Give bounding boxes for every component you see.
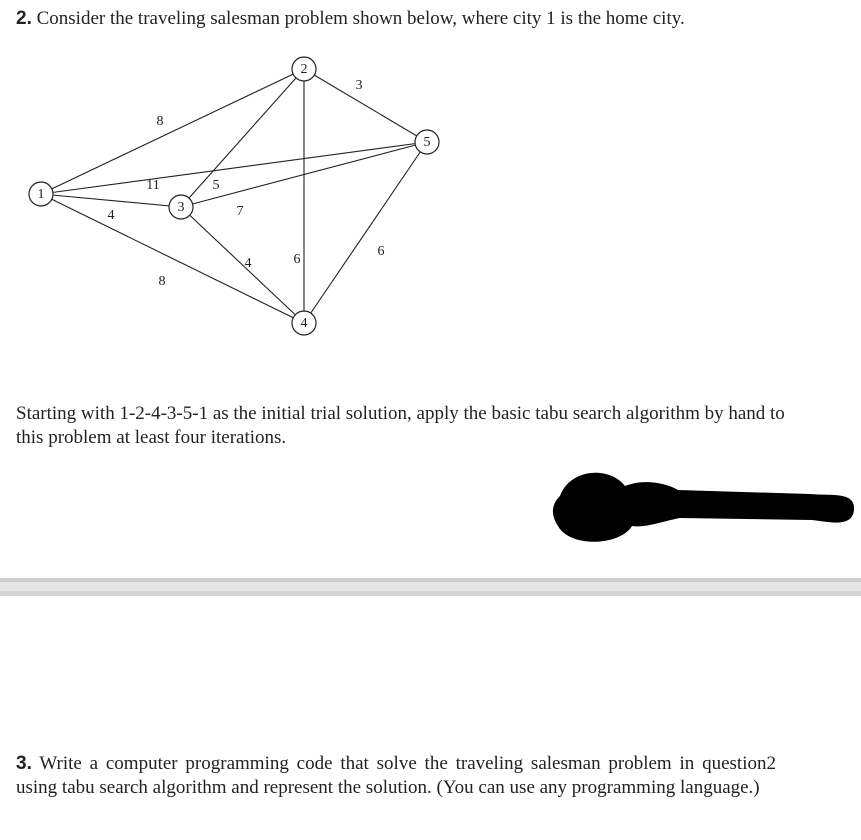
edge-weight-1-3: 4 [107, 208, 115, 224]
edge-2-5 [304, 69, 427, 142]
edge-weight-2-4: 6 [293, 252, 301, 268]
city-label-5: 5 [423, 135, 431, 151]
question-3-number: 3. [16, 753, 32, 774]
redaction-scribble [550, 466, 856, 546]
city-label-4: 4 [300, 316, 308, 332]
edge-weight-4-5: 6 [377, 244, 385, 260]
edge-weight-2-3: 5 [212, 178, 220, 194]
edge-1-3 [41, 194, 181, 207]
tsp-graph [0, 40, 861, 340]
question-2-text: Consider the traveling salesman problem shown below, where city 1 is the home city. [36, 8, 685, 29]
question-2-number: 2. [16, 8, 32, 29]
city-label-1: 1 [37, 187, 45, 203]
edge-weight-3-5: 7 [236, 204, 244, 220]
city-label-2: 2 [300, 62, 308, 78]
question-2-prompt [16, 7, 846, 31]
edge-weight-1-4: 8 [158, 274, 166, 290]
edge-weight-1-2: 8 [156, 114, 164, 130]
edge-weight-2-5: 3 [355, 78, 363, 94]
edge-1-2 [41, 69, 304, 194]
question-3-text: Write a computer programming code that solve the traveling salesman problem in question2 using tabu search algorithm and represent the solution. (You can use any programming language.) [16, 753, 776, 798]
edge-3-4 [181, 207, 304, 323]
edge-weight-3-4: 4 [244, 256, 252, 272]
edge-weight-1-5: 11 [146, 178, 160, 194]
city-label-3: 3 [177, 200, 185, 216]
edge-1-5 [41, 142, 427, 194]
question-3-panel [0, 596, 861, 840]
edge-2-3 [181, 69, 304, 207]
page-separator [0, 578, 861, 596]
question-2-task: Starting with 1-2-4-3-5-1 as the initial trial solution, apply the basic tabu search algorithm by hand to this problem at least four iterations. [16, 403, 785, 448]
question-3-prompt [16, 752, 776, 800]
